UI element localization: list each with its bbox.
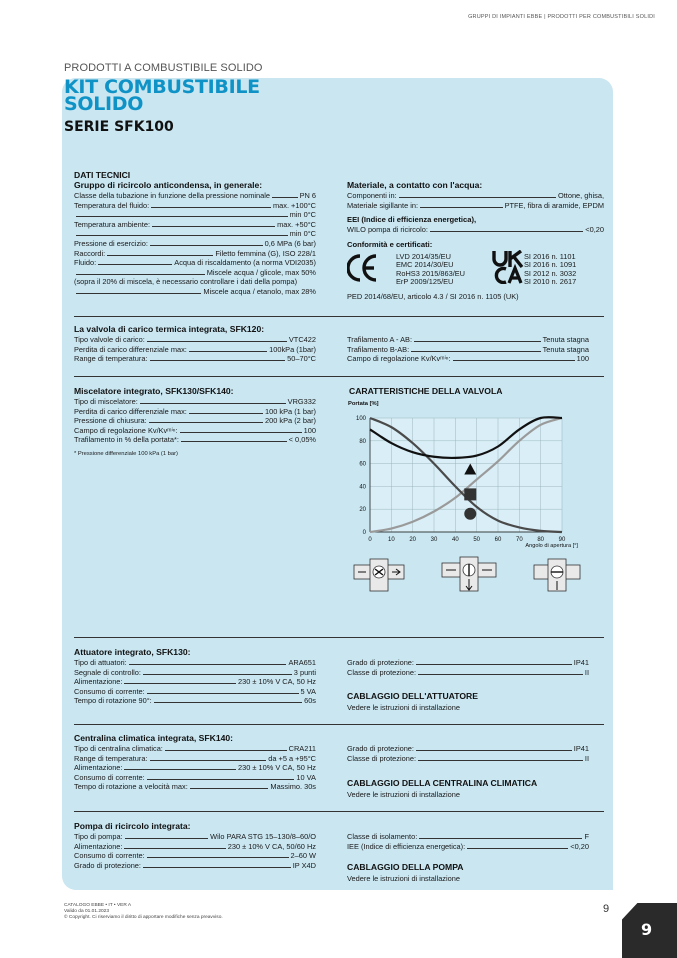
spec-label: Trafilamento in % della portata*: — [74, 435, 179, 445]
spec-value: Wilo PARA STG 15–130/8–60/O — [210, 832, 316, 841]
dati-tecnici-label: DATI TECNICI — [74, 170, 131, 180]
valvola-left-rows — [74, 335, 316, 364]
spec-label: Campo di regolazione Kv/Kvᵐⁱⁿ: — [74, 425, 178, 435]
x-tick-label: 40 — [451, 537, 459, 543]
centralina-cablaggio-title: CABLAGGIO DELLA CENTRALINA CLIMATICA — [347, 778, 538, 788]
marker-square — [464, 488, 476, 500]
spec-row — [74, 426, 316, 436]
spec-label: Classe di isolamento: — [347, 832, 418, 841]
spec-row — [74, 220, 316, 230]
ped-text: PED 2014/68/EU, articolo 4.3 / SI 2016 n. 1105 (UK) — [347, 292, 519, 301]
pompa-cablaggio-title: CABLAGGIO DELLA POMPA — [347, 862, 464, 872]
certificate-item: EMC 2014/30/EU — [396, 260, 454, 270]
certificate-item: SI 2016 n. 1091 — [524, 260, 577, 270]
spec-row — [74, 287, 316, 297]
divider — [74, 637, 604, 638]
pompa-cablaggio-text: Vedere le istruzioni di installazione — [347, 874, 460, 883]
spec-label: Pressione di chiusura: — [74, 416, 147, 426]
spec-value: IP41 — [573, 744, 589, 753]
spec-label: Grado di protezione: — [74, 860, 141, 870]
centralina-title: Centralina climatica integrata, SFK140: — [74, 733, 234, 743]
spec-label: Classe della tubazione in funzione della pressione nominale — [74, 191, 270, 200]
spec-value: <0,20 — [570, 841, 589, 851]
miscelatore-rows — [74, 397, 316, 445]
valve-characteristic-chart — [340, 396, 590, 554]
dati-rows — [74, 191, 316, 297]
spec-row — [74, 201, 316, 211]
spec-row — [74, 354, 316, 364]
x-tick-label: 60 — [494, 537, 502, 543]
centralina-rows — [74, 744, 316, 792]
spec-row — [74, 397, 316, 407]
footer — [64, 903, 223, 921]
spec-value: 100 — [303, 425, 316, 435]
spec-row — [74, 258, 316, 268]
spec-value: 3 punti — [293, 667, 316, 677]
footer-line: Valido da 01.01.2023 — [64, 909, 109, 914]
spec-row — [74, 345, 316, 355]
materiale-title: Materiale, a contatto con l'acqua: — [347, 180, 483, 190]
spec-row — [74, 435, 316, 445]
spec-value: 230 ± 10% V CA, 50 Hz — [237, 677, 316, 687]
valvola-title: La valvola di carico termica integrata, SFK120: — [74, 324, 265, 334]
spec-row — [74, 249, 316, 259]
spec-row — [347, 658, 589, 668]
eei-row — [347, 225, 604, 235]
spec-label: Tipo di attuatori: — [74, 658, 127, 667]
spec-value: 100kPa (1bar) — [269, 344, 316, 354]
spec-value: Miscele acqua / etanolo, max 28% — [203, 286, 316, 296]
attuatore-cablaggio-text: Vedere le istruzioni di installazione — [347, 703, 460, 712]
y-axis-label: Portata [%] — [348, 401, 379, 407]
spec-row — [347, 832, 589, 842]
spec-row — [347, 842, 589, 852]
attuatore-title: Attuatore integrato, SFK130: — [74, 647, 191, 657]
spec-label: IEE (Indice di efficienza energetica): — [347, 841, 466, 851]
spec-label: Alimentazione: — [74, 841, 123, 851]
spec-label: Alimentazione: — [74, 677, 123, 687]
spec-label: Temperatura ambiente: — [74, 219, 150, 229]
valve-diagram-icon — [352, 555, 406, 595]
page-title-line1: KIT COMBUSTIBILE — [64, 76, 260, 98]
divider — [74, 376, 604, 377]
spec-value: F — [584, 832, 589, 841]
spec-label: Grado di protezione: — [347, 658, 414, 667]
valvola-right-rows — [347, 335, 589, 364]
valve-diagram-icon — [532, 555, 582, 595]
x-tick-label: 20 — [409, 537, 417, 543]
spec-row — [347, 754, 589, 764]
spec-value: Tenuta stagna — [542, 344, 589, 354]
spec-row — [347, 354, 589, 364]
y-tick-label: 60 — [359, 461, 366, 468]
eei-title: EEI (Indice di efficienza energetica), — [347, 215, 477, 224]
spec-row — [74, 687, 316, 697]
spec-row — [347, 201, 604, 211]
spec-value: VRG332 — [287, 397, 316, 406]
spec-label: Perdita di carico differenziale max: — [74, 344, 187, 354]
spec-label: Materiale sigillante in: — [347, 200, 419, 210]
spec-label: Alimentazione: — [74, 763, 123, 773]
spec-label: Consumo di corrente: — [74, 851, 145, 861]
spec-value: VTC422 — [288, 335, 316, 344]
spec-value: Acqua di riscaldamento (a norma VDI2035) — [174, 258, 316, 268]
x-tick-label: 30 — [430, 537, 438, 543]
spec-row — [347, 345, 589, 355]
footer-line: © Copyright. Ci riserviamo il diritto di apportare modifiche senza preavviso. — [64, 915, 223, 920]
x-tick-label: 10 — [387, 537, 395, 543]
y-tick-label: 80 — [359, 438, 366, 445]
spec-label: Classe di protezione: — [347, 667, 417, 677]
spec-label: Range di temperatura: — [74, 354, 148, 364]
materiale-rows — [347, 191, 604, 210]
spec-value: 5 VA — [300, 686, 316, 696]
spec-row — [74, 335, 316, 345]
spec-row — [74, 407, 316, 417]
spec-row — [74, 191, 316, 201]
spec-row — [74, 773, 316, 783]
eei-label: WILO pompa di ricircolo: — [347, 225, 428, 234]
spec-row — [74, 268, 316, 278]
spec-value: min 0°C — [289, 229, 316, 239]
spec-value: Massimo. 30s — [270, 782, 316, 792]
spec-value: IP X4D — [292, 860, 316, 870]
x-tick-label: 90 — [558, 537, 566, 543]
spec-value: Filetto femmina (G), ISO 228/1 — [215, 248, 316, 258]
x-axis-label: Angolo di apertura [°] — [525, 543, 578, 549]
spec-label: Grado di protezione: — [347, 744, 414, 753]
series-title: SERIE SFK100 — [64, 119, 174, 135]
spec-row — [347, 335, 589, 345]
attuatore-cablaggio-title: CABLAGGIO DELL'ATTUATORE — [347, 691, 478, 701]
spec-label: Pressione di esercizio: — [74, 238, 148, 248]
spec-label: Tipo di miscelatore: — [74, 397, 138, 406]
spec-row — [74, 851, 316, 861]
divider — [74, 811, 604, 812]
spec-label: Tipo di pompa: — [74, 832, 123, 841]
spec-value: min 0°C — [289, 210, 316, 220]
chart-title: CARATTERISTICHE DELLA VALVOLA — [349, 386, 503, 396]
spec-value: 2–60 W — [290, 851, 316, 861]
spec-label: Temperatura del fluido: — [74, 200, 150, 210]
spec-value: max. +50°C — [277, 219, 316, 229]
spec-label: Classe di protezione: — [347, 753, 417, 763]
spec-row — [74, 754, 316, 764]
centralina-cablaggio-text: Vedere le istruzioni di installazione — [347, 790, 460, 799]
spec-row — [74, 416, 316, 426]
spec-row — [74, 658, 316, 668]
spec-row — [74, 763, 316, 773]
certificate-item: SI 2012 n. 3032 — [524, 268, 577, 278]
divider — [74, 724, 604, 725]
spec-value: max. +100°C — [272, 200, 316, 210]
certificate-item: LVD 2014/35/EU — [396, 252, 451, 261]
spec-row — [74, 210, 316, 220]
spec-label: (sopra il 20% di miscela, è necessario controllare i dati della pompa) — [74, 277, 298, 287]
spec-value: CRA211 — [288, 744, 316, 753]
spec-row — [74, 696, 316, 706]
x-tick-label: 50 — [473, 537, 481, 543]
y-tick-label: 0 — [362, 530, 366, 536]
spec-row — [74, 782, 316, 792]
y-tick-label: 100 — [355, 416, 366, 422]
spec-label: Tempo di rotazione a velocità max: — [74, 782, 188, 792]
spec-value: 100 — [576, 354, 589, 364]
spec-value: PTFE, fibra di aramide, EPDM — [504, 200, 604, 210]
x-tick-label: 80 — [537, 537, 545, 543]
spec-value: 230 ± 10% V CA, 50 Hz — [237, 763, 316, 773]
spec-label: Tipo di centralina climatica: — [74, 744, 163, 753]
page-title-line2: SOLIDO — [64, 93, 144, 115]
marker-circle — [464, 508, 476, 520]
spec-row — [74, 744, 316, 754]
spec-row — [74, 842, 316, 852]
spec-label: Trafilamento B-AB: — [347, 344, 410, 354]
page-title — [64, 76, 324, 115]
spec-value: Miscele acqua / glicole, max 50% — [206, 267, 316, 277]
spec-row — [347, 744, 589, 754]
centralina-right-rows — [347, 744, 589, 763]
certificate-item: SI 2010 n. 2617 — [524, 277, 577, 287]
spec-label: Componenti in: — [347, 191, 397, 200]
pompa-right-rows — [347, 832, 589, 851]
certificate-item: ErP 2009/125/EU — [396, 277, 454, 287]
spec-value: 60s — [304, 696, 316, 706]
x-tick-label: 70 — [515, 537, 523, 543]
spec-value: 0,6 MPa (6 bar) — [264, 238, 316, 248]
spec-value: 10 VA — [296, 772, 316, 782]
attuatore-rows — [74, 658, 316, 706]
spec-label: Range di temperatura: — [74, 753, 148, 763]
spec-label: Tempo di rotazione 90°: — [74, 696, 152, 706]
y-tick-label: 40 — [359, 484, 366, 491]
spec-row — [74, 677, 316, 687]
spec-value: PN 6 — [299, 191, 316, 200]
attuatore-right-rows — [347, 658, 589, 677]
spec-value: 100 kPa (1 bar) — [265, 406, 316, 416]
spec-label: Perdita di carico differenziale max: — [74, 406, 187, 416]
spec-row — [74, 239, 316, 249]
spec-label: Consumo di corrente: — [74, 686, 145, 696]
spec-label: Segnale di controllo: — [74, 667, 141, 677]
ce-mark-icon — [347, 253, 379, 283]
category-label: PRODOTTI A COMBUSTIBILE SOLIDO — [64, 62, 263, 74]
spec-label: Trafilamento A - AB: — [347, 335, 413, 344]
divider — [74, 316, 604, 317]
spec-value: 230 ± 10% V CA, 50/60 Hz — [227, 841, 316, 851]
spec-value: II — [584, 667, 589, 677]
spec-row — [74, 277, 316, 287]
spec-row — [74, 861, 316, 871]
certificate-item: RoHS3 2015/863/EU — [396, 268, 466, 278]
page-tab-number: 9 — [641, 920, 653, 939]
spec-label: Raccordi: — [74, 248, 106, 258]
ukca-mark-icon — [492, 250, 524, 284]
valve-diagram-icon — [440, 553, 498, 595]
conformita-title: Conformità e certificati: — [347, 240, 433, 249]
pompa-title: Pompa di ricircolo integrata: — [74, 821, 191, 831]
dati-section-title: Gruppo di ricircolo anticondensa, in generale: — [74, 180, 263, 190]
spec-value: ARA651 — [288, 658, 316, 667]
spec-value: 200 kPa (2 bar) — [265, 416, 316, 426]
eu-directives-list — [396, 253, 465, 287]
spec-label: Campo di regolazione Kv/Kvᵐⁱⁿ: — [347, 354, 451, 364]
spec-label: Fluido: — [74, 258, 97, 268]
uk-si-list — [524, 253, 576, 287]
spec-value: Ottone, ghisa, — [557, 191, 604, 200]
spec-value: < 0,05% — [288, 435, 316, 445]
page-number: 9 — [603, 903, 610, 915]
pompa-rows — [74, 832, 316, 870]
spec-row — [74, 668, 316, 678]
running-header: GRUPPI DI IMPIANTI EBBE | PRODOTTI PER COMBUSTIBILI SOLIDI — [468, 14, 655, 20]
certificate-item: SI 2016 n. 1101 — [524, 252, 576, 261]
footer-line: CATALOGO EBBE • IT • VER A — [64, 903, 132, 908]
spec-value: 50–70°C — [287, 354, 316, 364]
spec-row — [74, 832, 316, 842]
spec-label: Tipo valvole di carico: — [74, 335, 145, 344]
miscelatore-title: Miscelatore integrato, SFK130/SFK140: — [74, 386, 234, 396]
spec-value: II — [584, 753, 589, 763]
y-tick-label: 20 — [359, 507, 366, 514]
miscelatore-note: * Pressione differenziale 100 kPa (1 bar) — [74, 451, 178, 457]
spec-row — [347, 191, 604, 201]
spec-value: da +5 a +95°C — [268, 753, 316, 763]
eei-value: <0,20 — [585, 225, 604, 234]
spec-row — [347, 668, 589, 678]
spec-label: Consumo di corrente: — [74, 772, 145, 782]
spec-row — [74, 229, 316, 239]
spec-value: IP41 — [573, 658, 589, 667]
x-tick-label: 0 — [368, 537, 372, 543]
spec-value: Tenuta stagna — [542, 335, 589, 344]
